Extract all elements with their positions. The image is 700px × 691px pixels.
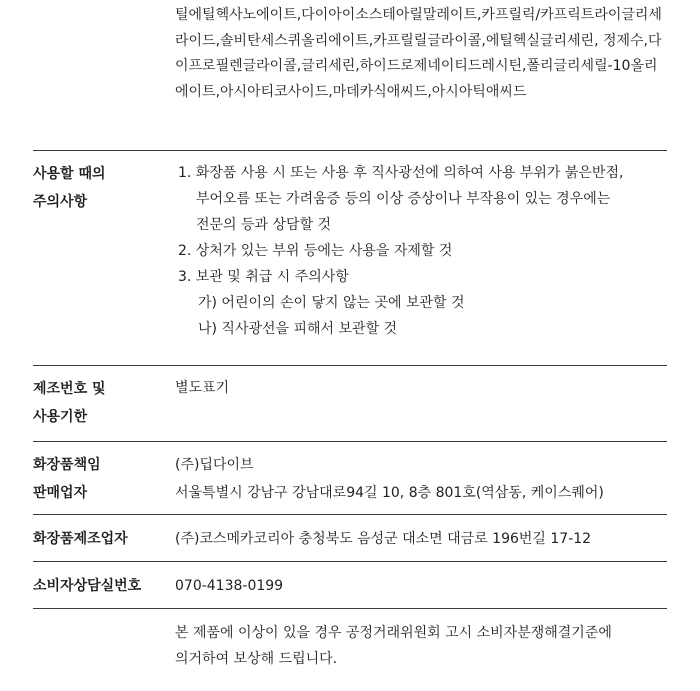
ingredients-row xyxy=(33,3,667,143)
compensation-line2: 의거하여 보상해 드립니다. xyxy=(175,651,338,667)
lot-label-line1: 제조번호 및 xyxy=(33,381,106,397)
caution-item: 1. 화장품 사용 시 또는 사용 후 직사광선에 의하여 사용 부위가 붉은반점, xyxy=(178,165,624,181)
caution-label-line2: 주의사항 xyxy=(33,194,88,210)
divider xyxy=(33,365,667,366)
caution-row xyxy=(33,160,667,360)
seller-row xyxy=(33,451,667,509)
lot-label-line2: 사용기한 xyxy=(33,409,88,425)
lot-value: 별도표기 xyxy=(175,380,230,396)
caution-list xyxy=(178,160,670,342)
caution-item: 전문의 등과 상담할 것 xyxy=(196,217,332,233)
seller-label-line2: 판매업자 xyxy=(33,485,88,501)
caution-label-line1: 사용할 때의 xyxy=(33,166,106,182)
manufacturer-row xyxy=(33,525,667,555)
consumer-row xyxy=(33,572,667,602)
seller-label xyxy=(33,451,173,507)
ingredients-text: 틸에틸헥사노에이트,다이아이소스테아릴말레이트,카프릴릭/카프릭트라이글리세라이드,솔비탄세스퀴올리에이트,카프릴릴글라이콜,에틸헥실글리세린, 정제수,다이프로필렌글라이콜,글리세린,하이드로제네이티드레시틴,폴리글리세릴-10올리에이트,아시아티코사이드,마데카식애씨드,아시아틱애씨드 xyxy=(175,7,662,100)
caution-item: 부어오름 또는 가려움증 등의 이상 증상이나 부작용이 있는 경우에는 xyxy=(196,191,611,207)
caution-label xyxy=(33,160,173,216)
lot-label xyxy=(33,375,173,431)
caution-item: 2. 상처가 있는 부위 등에는 사용을 자제할 것 xyxy=(178,243,453,259)
compensation-line1: 본 제품에 이상이 있을 경우 공정거래위원회 고시 소비자분쟁해결기준에 xyxy=(175,625,612,641)
divider xyxy=(33,514,667,515)
seller-address: 서울특별시 강남구 강남대로94길 10, 8층 801호(역삼동, 케이스퀘어) xyxy=(175,485,604,501)
consumer-label: 소비자상담실번호 xyxy=(33,578,142,594)
lot-row xyxy=(33,375,667,435)
divider xyxy=(33,608,667,609)
seller-label-line1: 화장품책임 xyxy=(33,457,101,473)
manufacturer-value: (주)코스메카코리아 충청북도 음성군 대소면 대금로 196번길 17-12 xyxy=(175,531,592,547)
divider xyxy=(33,441,667,442)
compensation-row xyxy=(33,620,667,680)
caution-subitem: 나) 직사광선을 피해서 보관할 것 xyxy=(198,321,398,337)
divider xyxy=(33,150,667,151)
caution-item: 3. 보관 및 취급 시 주의사항 xyxy=(178,269,349,285)
seller-value xyxy=(175,451,667,507)
seller-name: (주)딥다이브 xyxy=(175,457,254,473)
manufacturer-label: 화장품제조업자 xyxy=(33,531,128,547)
caution-subitem: 가) 어린이의 손이 닿지 않는 곳에 보관할 것 xyxy=(198,295,465,311)
consumer-phone: 070-4138-0199 xyxy=(175,578,284,594)
divider xyxy=(33,561,667,562)
compensation-text xyxy=(175,620,667,672)
